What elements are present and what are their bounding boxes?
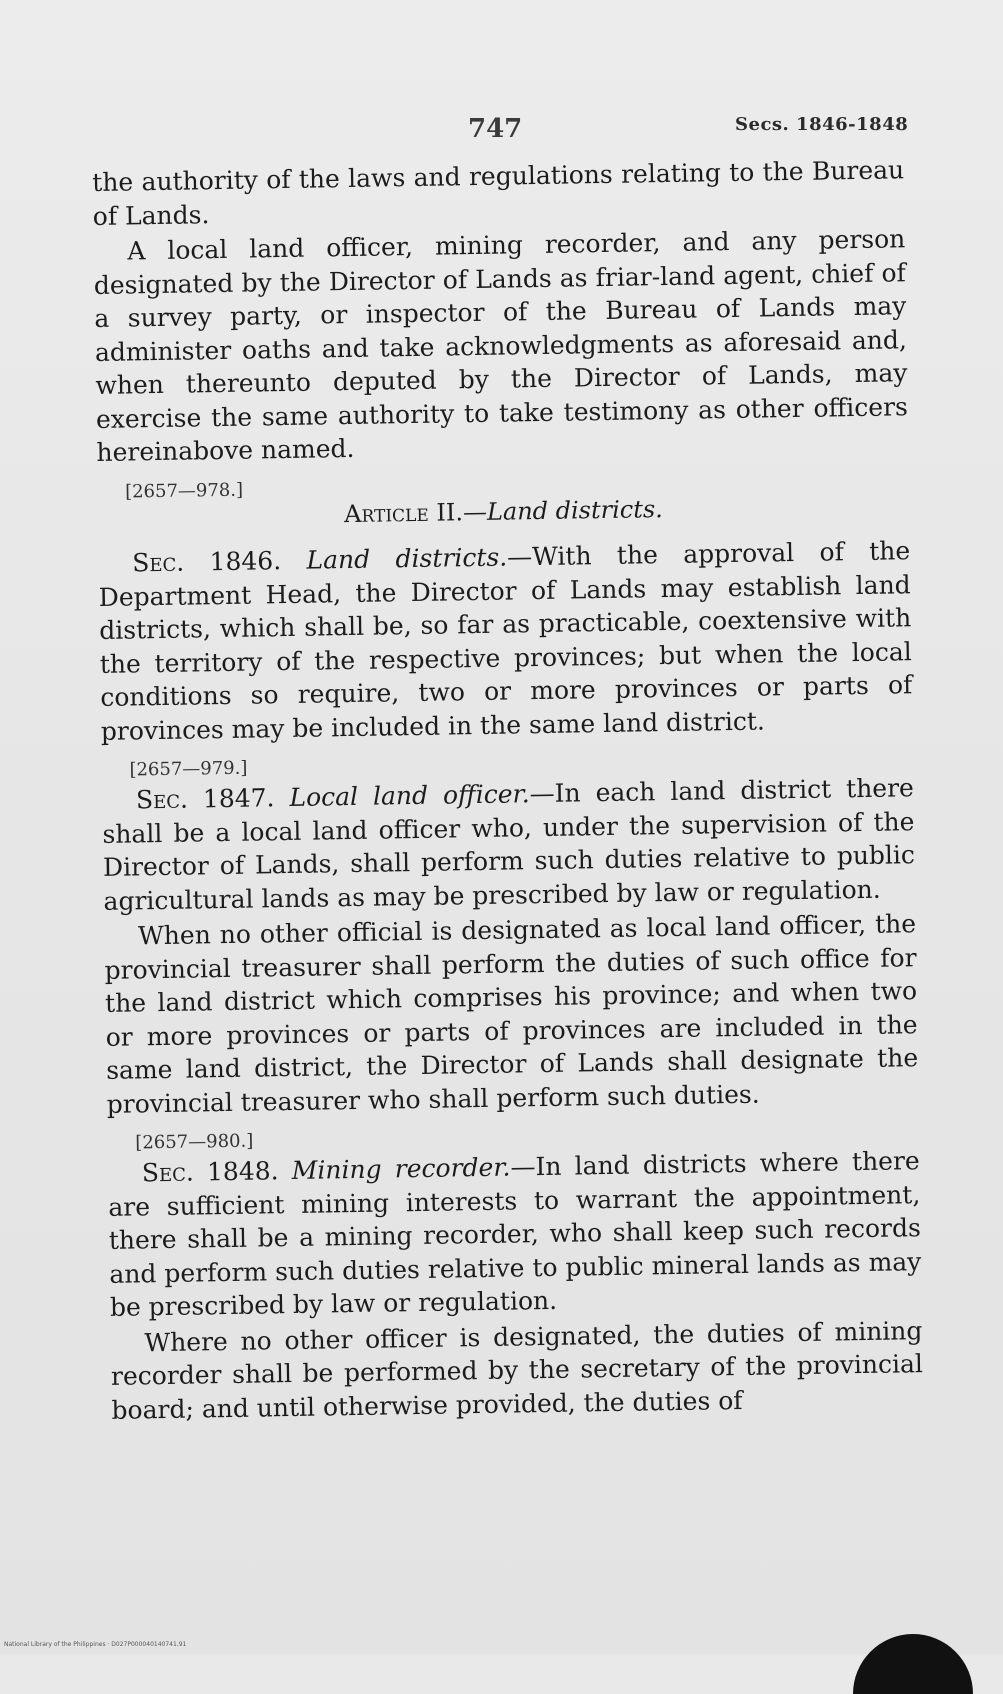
- paragraph: A local land officer, mining recorder, and any person designated by the Director of Lands as friar-land agent, chief of a survey party, or inspector of the Bureau of Lands may administer oaths and take acknowledgments as aforesaid and, when thereunto deputed by the Director of Lands, may exercise the same authority to take testimony as other officers hereinabove named.: [93, 224, 909, 467]
- body-text: [92, 153, 924, 1427]
- paragraph: the authority of the laws and regulations relating to the Bureau of Lands.: [92, 155, 905, 231]
- running-head: Secs. 1846-1848: [735, 114, 909, 135]
- section-title: Land districts.: [306, 542, 508, 575]
- section-1847: [102, 771, 916, 918]
- section-text: —In each land district there shall be a local land officer who, under the supervision of the Director of Lands, shall perform such duties relative to public agricultural lands as may be prescribed by law or regulation.: [102, 773, 916, 916]
- library-imprint: National Library of the Philippines · D027P000040140741.91: [4, 1641, 187, 1648]
- section-1846: [98, 534, 913, 748]
- citation: [2657—980.]: [135, 1130, 254, 1154]
- section-title: Local land officer.: [289, 779, 530, 812]
- paragraph: When no other official is designated as local land officer, the provincial treasurer shall perform the duties of such office for the land district which comprises his province; and when two or more provinces or parts of provinces are included in the same land district, the Director of Lands shall designate the provincial treasurer who shall perform such duties.: [104, 909, 919, 1119]
- section-label: Sec. 1847.: [135, 783, 275, 815]
- paragraph: Where no other officer is designated, the duties of mining recorder shall be performed by the secretary of the provincial board; and until otherwise provided, the duties of: [110, 1315, 924, 1425]
- section-text: —With the approval of the Department Head, the Director of Lands may establish land districts, which shall be, so far as practicable, coextensive with the territory of the respective provinces; but when the local conditions so require, two or more provinces or parts of provinces may be included in the same land district.: [98, 536, 913, 746]
- section-1848: [108, 1144, 923, 1324]
- article-title: —Land districts.: [462, 494, 664, 526]
- section-label: Sec. 1846.: [132, 546, 282, 578]
- citation: [2657—978.]: [124, 479, 244, 503]
- citation: [2657—979.]: [129, 757, 248, 781]
- section-text: —In land districts where there are sufficient mining interests to warrant the appointment, there shall be a mining recorder, who shall keep such records and perform such duties relative to public mineral lands as may be prescribed by law or regulation.: [108, 1146, 922, 1322]
- article-label: Article II.: [343, 497, 464, 528]
- page-number: 747: [468, 114, 523, 144]
- scan-artifact: [853, 1634, 973, 1694]
- section-title: Mining recorder.: [291, 1152, 511, 1185]
- section-label: Sec. 1848.: [141, 1156, 279, 1188]
